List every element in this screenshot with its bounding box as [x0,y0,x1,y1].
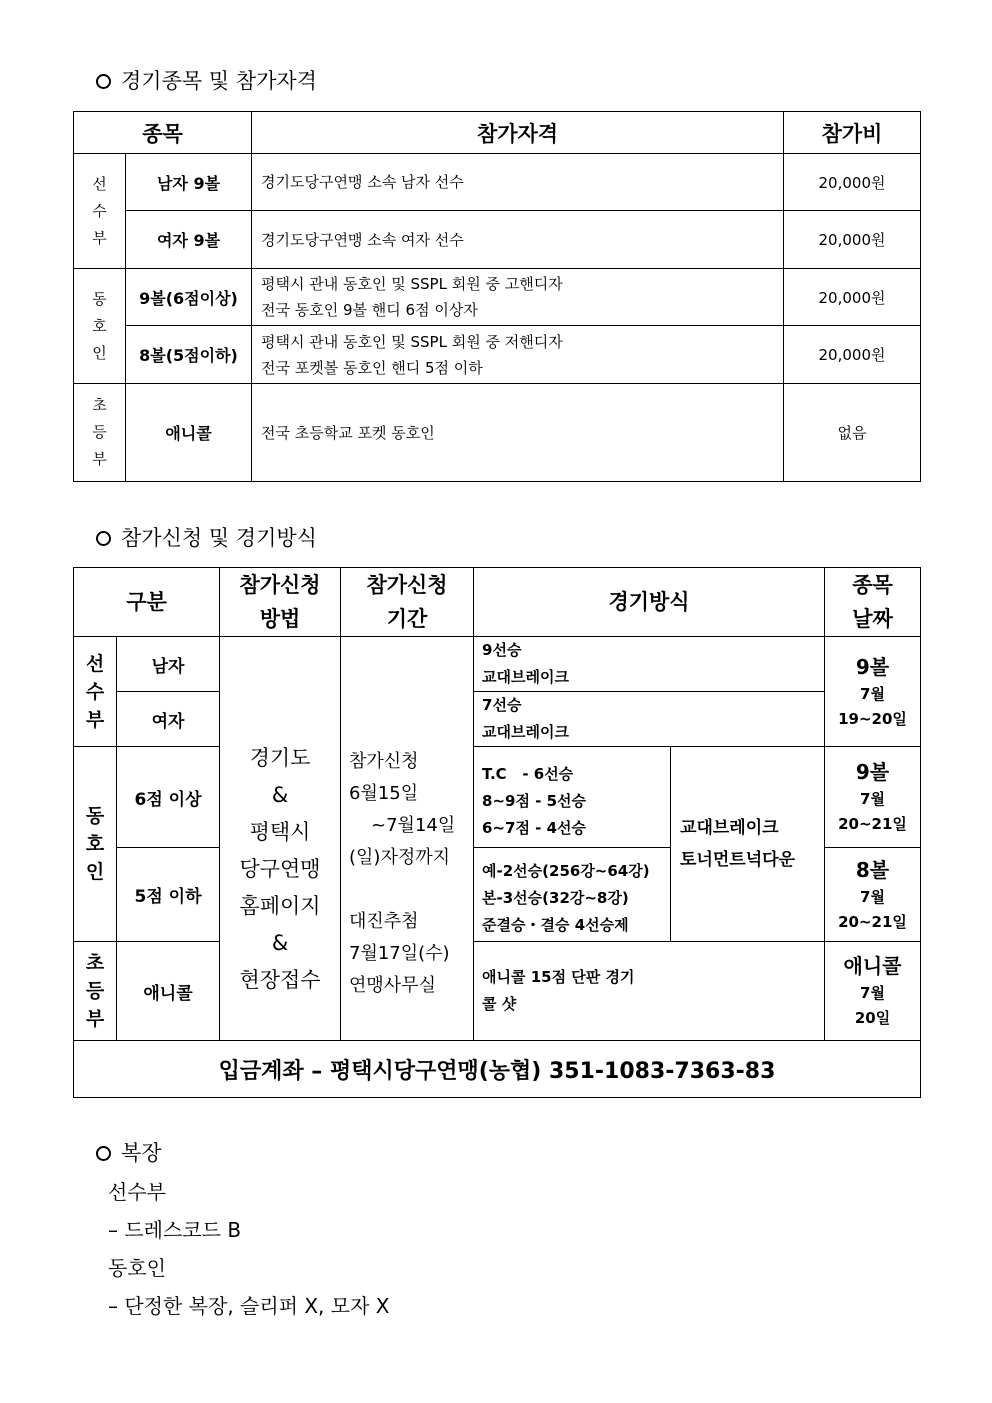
header-qualification: 참가자격 [252,112,784,154]
dress-club-rule: – 단정한 복장, 슬리퍼 X, 모자 X [108,1294,390,1318]
apply-method: 경기도 & 평택시 당구연맹 홈페이지 & 현장접수 [220,637,341,1041]
group-elementary: 초 등 부 [74,384,126,482]
header-division: 구분 [74,568,220,637]
date-elementary: 애니콜 7월 20일 [825,942,921,1041]
header-period: 참가신청 기간 [341,568,474,637]
group-club: 동 호 인 [74,269,126,384]
event-women-9ball: 여자 9볼 [126,211,252,269]
qualification-table [73,111,921,482]
division-men: 남자 [117,637,220,692]
division-women: 여자 [117,692,220,747]
format-club-low: 예-2선승(256강~64강) 본-3선승(32강~8강) 준결승・결승 4선승제 [474,848,671,942]
format-men: 9선승 교대브레이크 [474,637,825,692]
dress-player-rule: – 드레스코드 B [108,1218,242,1242]
section1-heading: 경기종목 및 참가자격 [96,67,317,95]
group2-club: 동 호 인 [74,747,117,942]
date-club-low: 8볼 7월 20~21일 [825,848,921,942]
event-anycall: 애니콜 [126,384,252,482]
qual-elementary: 전국 초등학교 포켓 동호인 [252,384,784,482]
group2-elementary: 초 등 부 [74,942,117,1041]
fee-men: 20,000원 [784,154,921,211]
date-player: 9볼 7월 19~20일 [825,637,921,747]
date-club-high: 9볼 7월 20~21일 [825,747,921,848]
dress-club-label: 동호인 [108,1256,166,1280]
header-fee: 참가비 [784,112,921,154]
division-5-or-less: 5점 이하 [117,848,220,942]
header-date: 종목 날짜 [825,568,921,637]
application-table [73,567,921,1098]
header-event: 종목 [74,112,252,154]
qual-club-high: 평택시 관내 동호인 및 SSPL 회원 중 고핸디자 전국 동호인 9볼 핸디 6점 이상자 [252,269,784,326]
bank-account: 입금계좌 – 평택시당구연맹(농협) 351-1083-7363-83 [74,1041,921,1098]
format-women: 7선승 교대브레이크 [474,692,825,747]
fee-club-low: 20,000원 [784,326,921,384]
qual-women: 경기도당구연맹 소속 여자 선수 [252,211,784,269]
fee-women: 20,000원 [784,211,921,269]
circle-bullet-icon [96,531,111,546]
fee-club-high: 20,000원 [784,269,921,326]
header-format: 경기방식 [474,568,825,637]
event-9ball-high: 9볼(6점이상) [126,269,252,326]
format-club-high: T.C - 6선승 8~9점 - 5선승 6~7점 - 4선승 [474,747,671,848]
fee-elementary: 없음 [784,384,921,482]
apply-period: 참가신청 6월15일 ~7월14일 (일)자정까지 대진추첨 7월17일(수) 연맹사무실 [341,637,474,1041]
dress-player-label: 선수부 [108,1180,166,1204]
division-6-or-more: 6점 이상 [117,747,220,848]
format-elementary: 애니콜 15점 단판 경기 콜 샷 [474,942,825,1041]
group-player: 선 수 부 [74,154,126,269]
circle-bullet-icon [96,74,111,89]
division-anycall: 애니콜 [117,942,220,1041]
format-club-common: 교대브레이크 토너먼트넉다운 [671,747,825,942]
group2-player: 선 수 부 [74,637,117,747]
event-men-9ball: 남자 9볼 [126,154,252,211]
header-method: 참가신청 방법 [220,568,341,637]
event-8ball-low: 8볼(5점이하) [126,326,252,384]
section2-heading: 참가신청 및 경기방식 [96,524,317,552]
section3-heading: 복장 [96,1139,162,1167]
qual-club-low: 평택시 관내 동호인 및 SSPL 회원 중 저핸디자 전국 포켓볼 동호인 핸디 5점 이하 [252,326,784,384]
qual-men: 경기도당구연맹 소속 남자 선수 [252,154,784,211]
circle-bullet-icon [96,1146,111,1161]
